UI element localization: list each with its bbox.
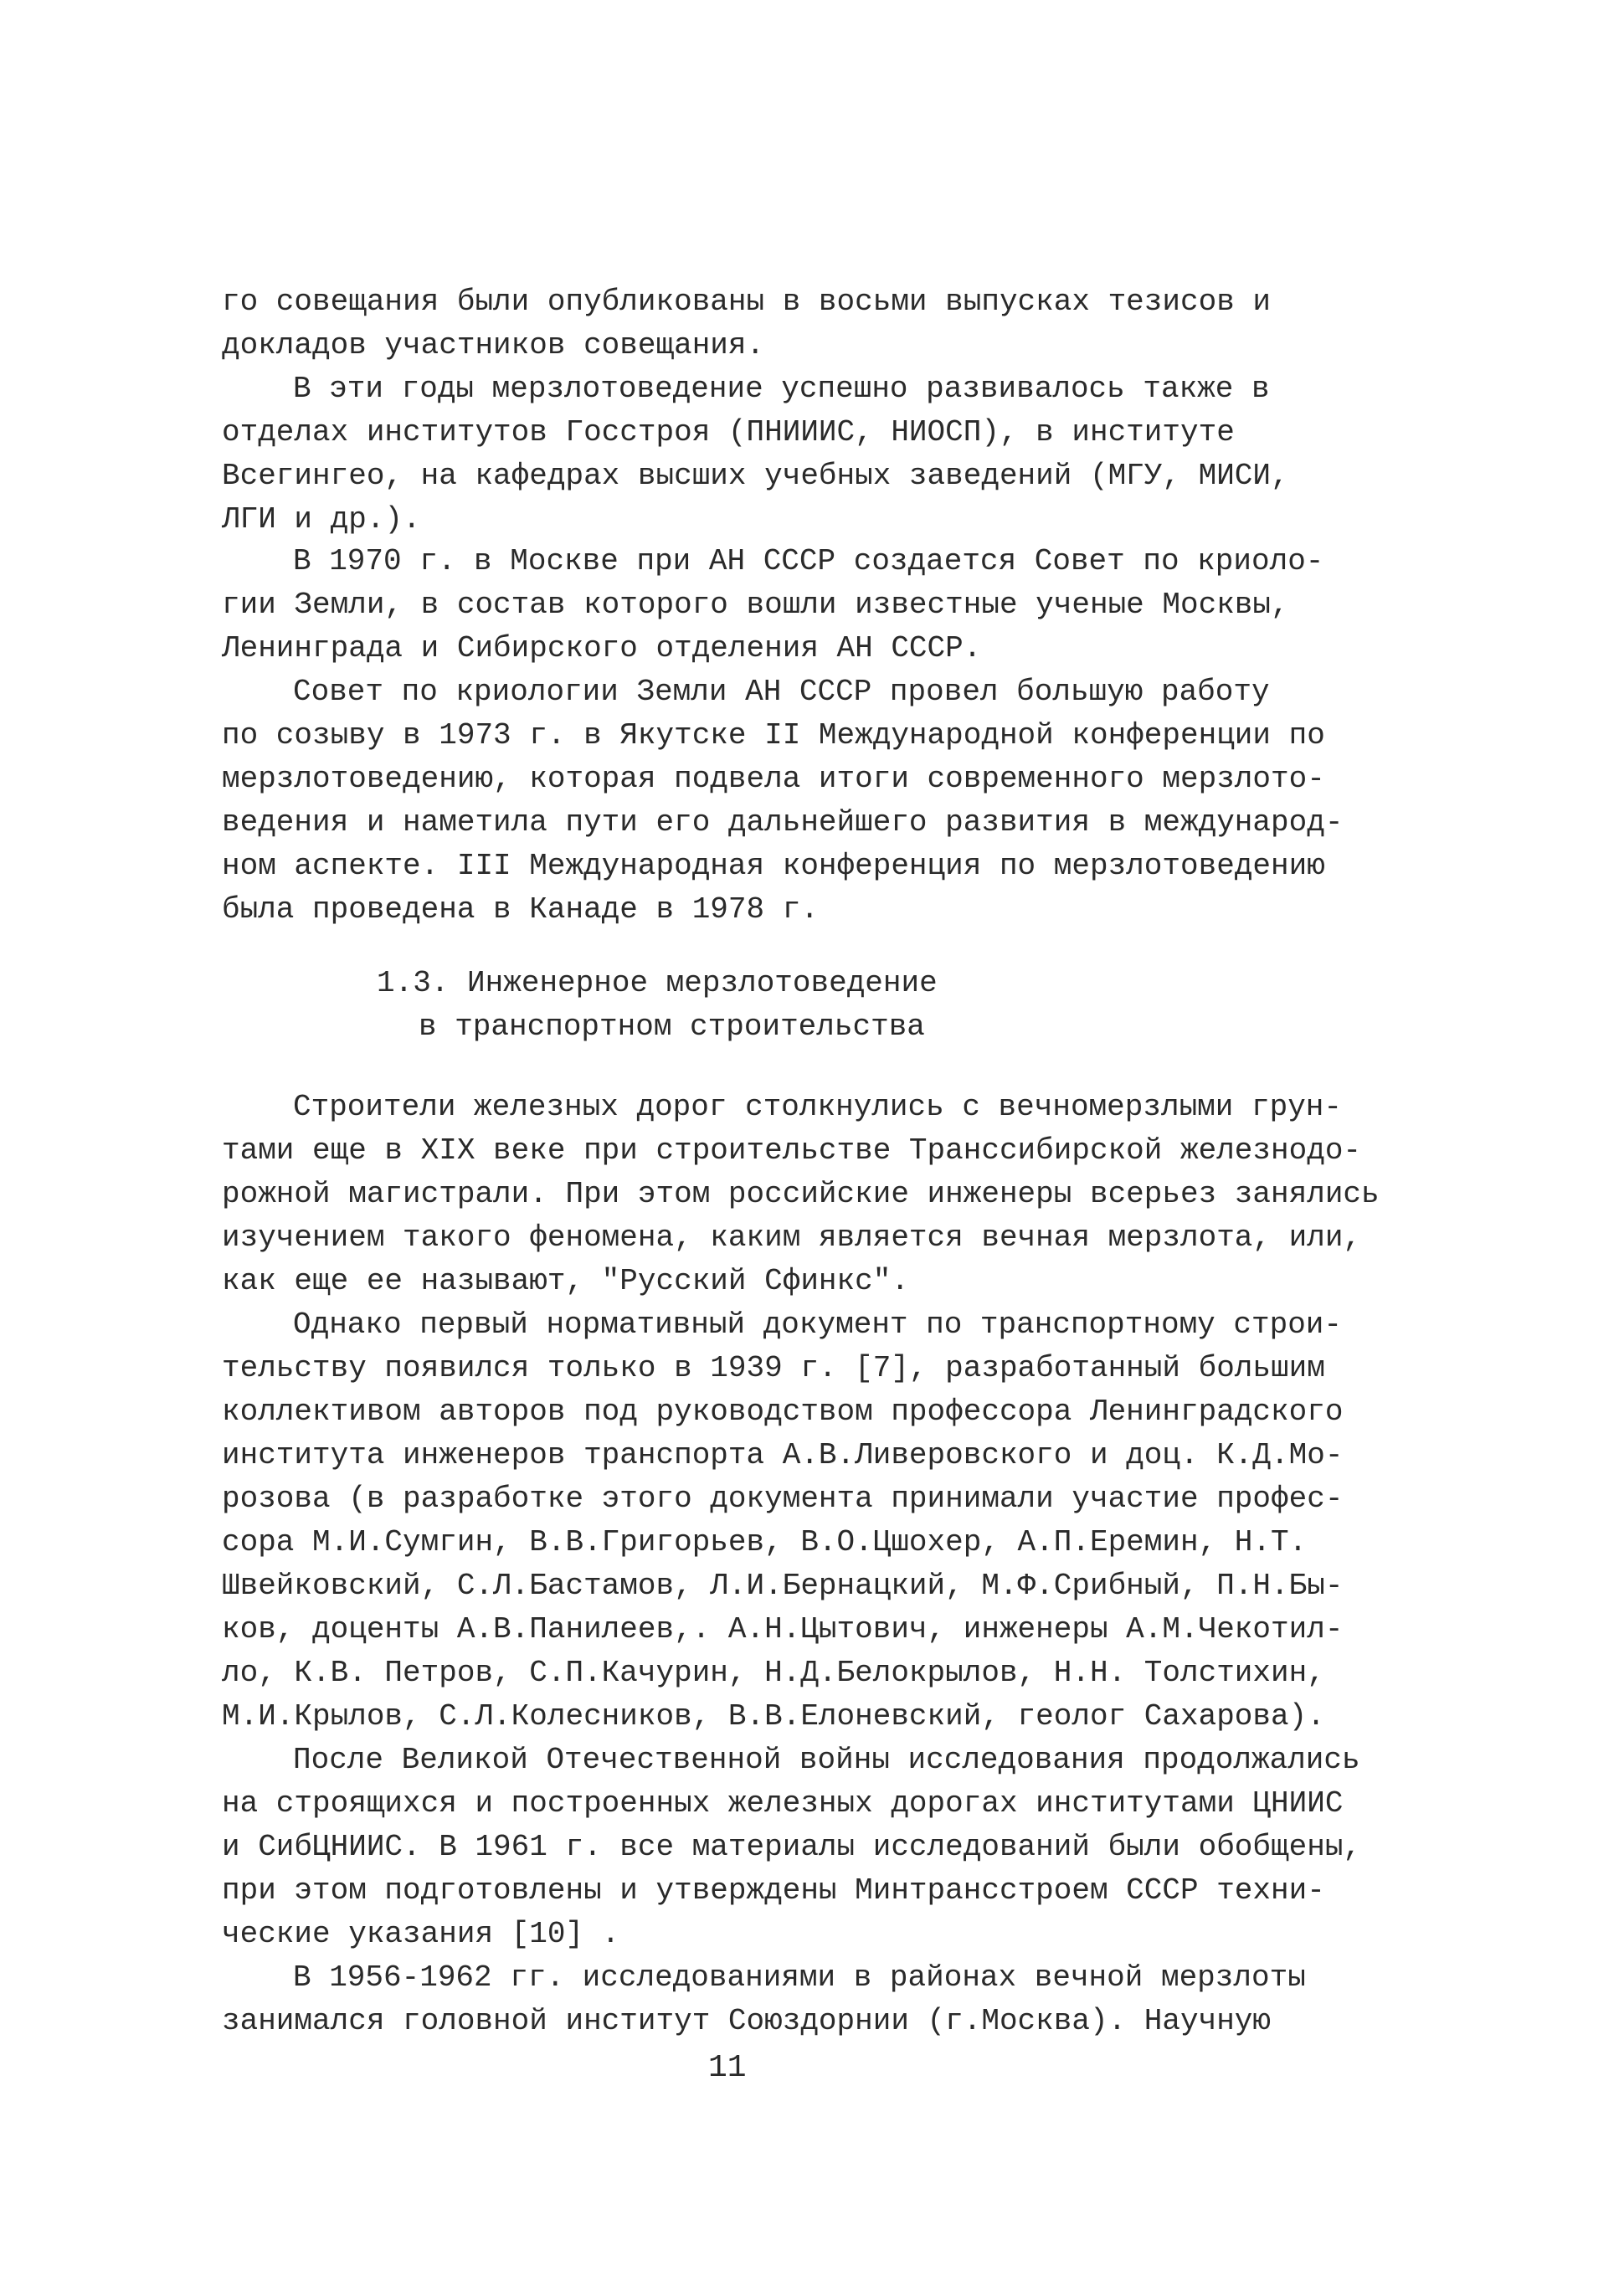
text-line: ческие указания [10] . [222, 1917, 620, 1951]
text-line: В эти годы мерзлотоведение успешно развивалось также в [293, 372, 1270, 406]
text-line: изучением такого феномена, каким является вечная мерзлота, или, [222, 1220, 1362, 1255]
text-line: гии Земли, в состав которого вошли известные ученые Москвы, [222, 588, 1289, 622]
page-number: 11 [708, 2050, 747, 2086]
text-line: В 1956-1962 гг. исследованиями в районах вечной мерзлоты [293, 1960, 1306, 1995]
section-heading-line2: в транспортном строительства [419, 1009, 925, 1044]
text-line: тельству появился только в 1939 г. [7], разработанный большим [222, 1351, 1325, 1385]
text-line: ЛГИ и др.). [222, 502, 421, 537]
text-line: докладов участников совещания. [222, 328, 765, 362]
text-line: В 1970 г. в Москве при АН СССР создается Совет по криоло- [293, 544, 1324, 578]
text-line: Ленинграда и Сибирского отделения АН СССР. [222, 631, 982, 665]
text-line: при этом подготовлены и утверждены Минтрансстроем СССР техни- [222, 1873, 1325, 1908]
text-line: мерзлотоведению, которая подвела итоги современного мерзлото- [222, 762, 1325, 796]
text-line: коллективом авторов под руководством профессора Ленинградского [222, 1395, 1344, 1429]
text-line: Однако первый нормативный документ по транспортному строи- [293, 1307, 1343, 1342]
text-line: была проведена в Канаде в 1978 г. [222, 892, 819, 927]
section-heading [377, 964, 938, 1003]
text-line: ков, доценты А.В.Панилеев,. А.Н.Цытович, инженеры А.М.Чекотил- [222, 1612, 1344, 1647]
text-line: Швейковский, С.Л.Бастамов, Л.И.Бернацкий, М.Ф.Срибный, П.Н.Бы- [222, 1569, 1344, 1603]
text-line: как еще ее называют, "Русский Сфинкс". [222, 1264, 909, 1298]
text-line: рожной магистрали. При этом российские инженеры всерьез занялись [222, 1177, 1380, 1211]
text-line: го совещания были опубликованы в восьми выпусках тезисов и [222, 285, 1272, 319]
text-line: После Великой Отечественной войны исследования продолжались [293, 1743, 1360, 1777]
text-line: отделах институтов Госстроя (ПНИИИС, НИОСП), в институте [222, 415, 1235, 450]
text-line: тами еще в XIX веке при строительстве Транссибирской железнодо- [222, 1133, 1362, 1168]
text-line: М.И.Крылов, С.Л.Колесников, В.В.Елоневский, геолог Сахарова). [222, 1699, 1325, 1734]
text-line: Всегингео, на кафедрах высших учебных заведений (МГУ, МИСИ, [222, 459, 1289, 493]
text-line: на строящихся и построенных железных дорогах институтами ЦНИИС [222, 1786, 1344, 1821]
text-line: по созыву в 1973 г. в Якутске II Международной конференции по [222, 718, 1325, 753]
text-line: розова (в разработке этого документа принимали участие профес- [222, 1482, 1344, 1516]
section-title-line1: Инженерное мерзлотоведение [467, 966, 938, 1000]
text-line: занимался головной институт Союздорнии (г.Москва). Научную [222, 2004, 1272, 2038]
text-line: ведения и наметила пути его дальнейшего развития в международ- [222, 805, 1344, 840]
text-line: сора М.И.Сумгин, В.В.Григорьев, В.О.Цшохер, А.П.Еремин, Н.Т. [222, 1525, 1308, 1559]
text-line: ном аспекте. III Международная конференция по мерзлотоведению [222, 849, 1325, 883]
text-line: Совет по криологии Земли АН СССР провел большую работу [293, 675, 1270, 709]
section-number: 1.3. [377, 966, 450, 1000]
text-line: и СибЦНИИС. В 1961 г. все материалы исследований были обобщены, [222, 1830, 1362, 1864]
text-line: Строители железных дорог столкнулись с вечномерзлыми грун- [293, 1090, 1343, 1124]
text-line: института инженеров транспорта А.В.Ливеровского и доц. К.Д.Мо- [222, 1438, 1344, 1472]
text-line: ло, К.В. Петров, С.П.Качурин, Н.Д.Белокрылов, Н.Н. Толстихин, [222, 1656, 1325, 1690]
